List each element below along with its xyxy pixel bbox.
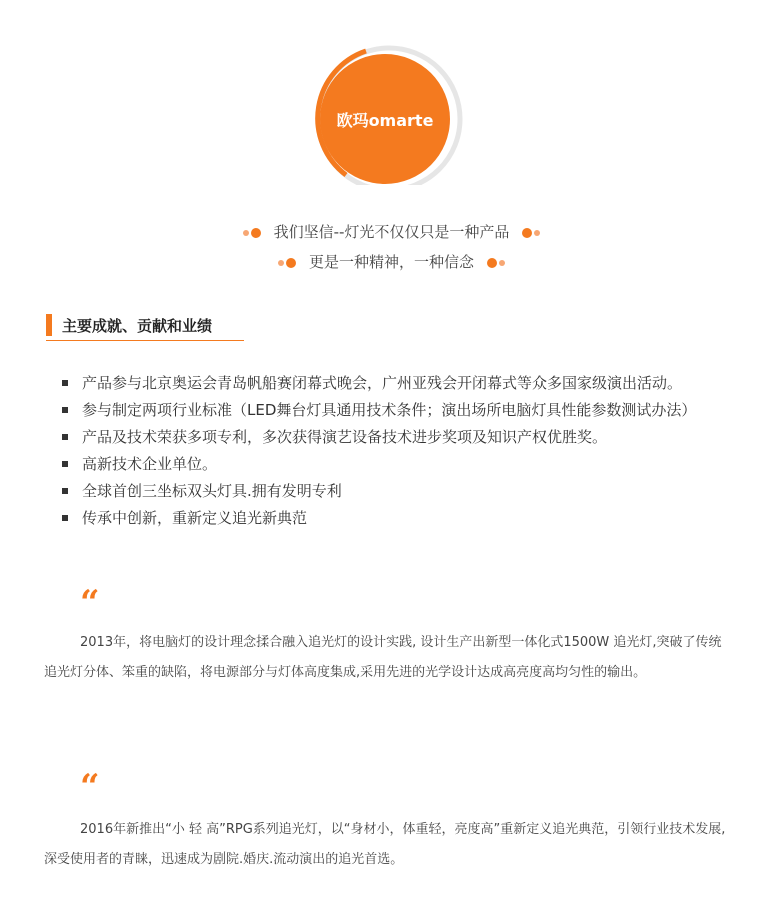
section-title: 主要成就、贡献和业绩 [62, 317, 213, 335]
list-item: 传承中创新，重新定义追光新典范 [62, 505, 742, 532]
bullet-icon [62, 515, 68, 521]
dots-right-icon [522, 222, 542, 244]
list-item: 全球首创三坐标双头灯具.拥有发明专利 [62, 478, 742, 505]
logo-text: 欧玛omarte [336, 110, 434, 130]
list-item: 产品参与北京奥运会青岛帆船赛闭幕式晚会，广州亚残会开闭幕式等众多国家级演出活动。 [62, 370, 742, 397]
section-bar [46, 314, 52, 336]
bullet-icon [62, 380, 68, 386]
list-item: 产品及技术荣获多项专利，多次获得演艺设备技术进步奖项及知识产权优胜奖。 [62, 424, 742, 451]
dots-left-icon [276, 252, 296, 274]
section-underline [46, 340, 244, 341]
list-item: 参与制定两项行业标准（LED舞台灯具通用技术条件；演出场所电脑灯具性能参数测试办法） [62, 397, 742, 424]
belief-line-1 [0, 221, 783, 244]
quote-mark-icon: “ [80, 583, 100, 623]
logo [306, 45, 466, 185]
quote-mark-icon: “ [80, 767, 100, 807]
bullet-icon [62, 488, 68, 494]
bullet-icon [62, 407, 68, 413]
paragraph-2013: 2013年，将电脑灯的设计理念揉合融入追光灯的设计实践, 设计生产出新型一体化式1500W 追光灯,突破了传统追光灯分体、笨重的缺陷，将电源部分与灯体高度集成,采用先进的光学设计达成高亮度高均匀性的输出。 [44, 635, 722, 680]
dots-left-icon [241, 222, 261, 244]
section-heading [46, 312, 246, 342]
list-item: 高新技术企业单位。 [62, 451, 742, 478]
bullet-icon [62, 434, 68, 440]
bullet-icon [62, 461, 68, 467]
paragraph-2016: 2016年新推出“小 轻 高”RPG系列追光灯，以“身材小，体重轻，亮度高”重新定义追光典范，引领行业技术发展,深受使用者的青睐，迅速成为剧院.婚庆.流动演出的追光首选。 [44, 822, 726, 867]
belief-line-2 [0, 251, 783, 274]
dots-right-icon [487, 252, 507, 274]
belief-text-2: 更是一种精神，一种信念 [308, 253, 474, 271]
belief-text-1: 我们坚信--灯光不仅仅只是一种产品 [273, 223, 510, 241]
achievements-list [62, 370, 742, 532]
